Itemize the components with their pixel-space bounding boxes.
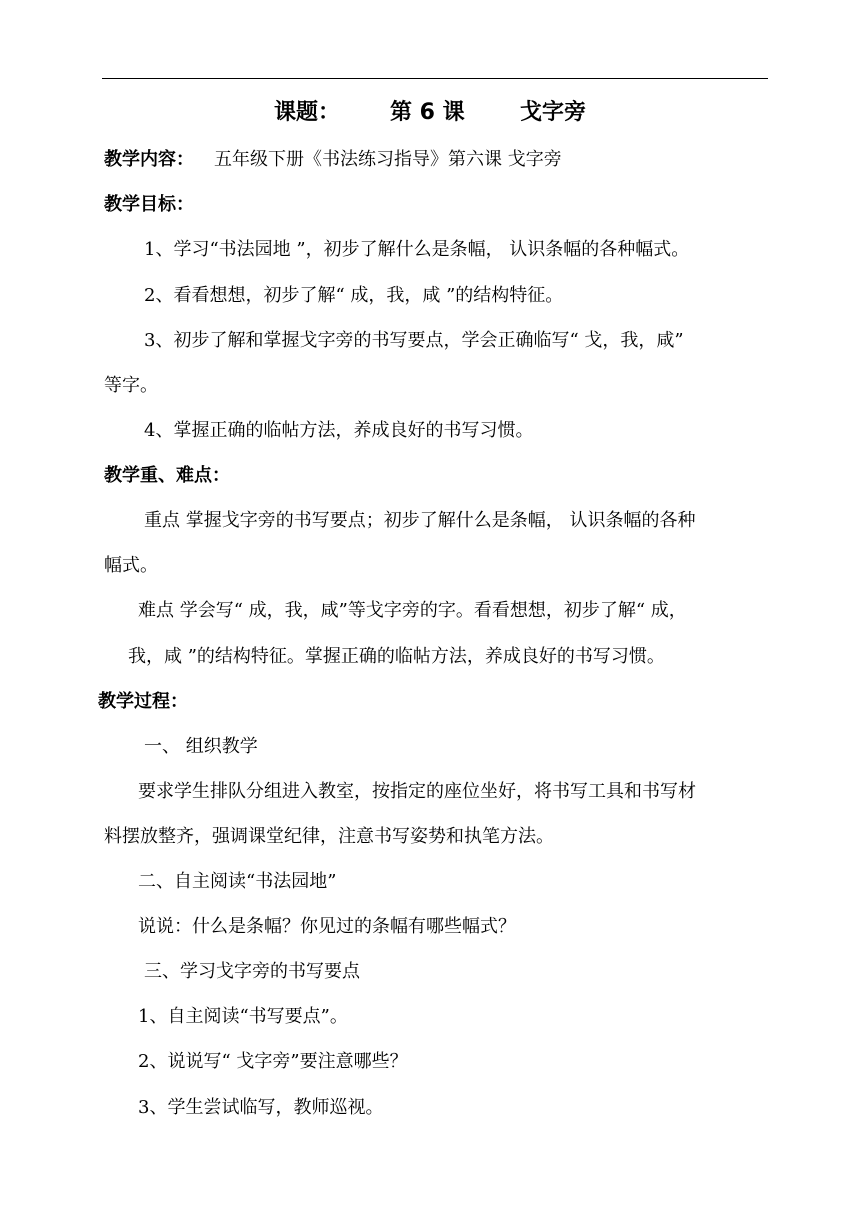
- process-text: 料摆放整齐，强调课堂纪律，注意书写姿势和执笔方法。: [104, 826, 554, 847]
- objective-item: 1、学习“书法园地 ”，初步了解什么是条幅， 认识条幅的各种幅式。: [144, 239, 690, 260]
- objective-item: 3、初步了解和掌握戈字旁的书写要点，学会正确临写“ 戈，我，咸”: [144, 330, 684, 351]
- process-substep: 1、自主阅读“书写要点”。: [138, 1006, 348, 1027]
- content-label: 教学内容：: [104, 149, 194, 170]
- difficulty-line: 我，咸 ”的结构特征。掌握正确的临帖方法，养成良好的书写习惯。: [128, 646, 665, 667]
- title-label: 课题：: [274, 100, 341, 125]
- difficulty-line: 难点 学会写“ 成，我，咸”等戈字旁的字。看看想想，初步了解“ 成，: [138, 600, 687, 621]
- header-rule: [102, 78, 768, 79]
- key-points-label: 教学重、难点：: [104, 465, 230, 486]
- objective-item-continued: 等字。: [104, 375, 158, 396]
- objectives-label: 教学目标：: [104, 194, 194, 215]
- content-text: 五年级下册《书法练习指导》第六课 戈字旁: [214, 149, 562, 170]
- process-step-heading: 一、 组织教学: [144, 736, 258, 757]
- objective-item: 4、掌握正确的临帖方法，养成良好的书写习惯。: [144, 420, 534, 441]
- process-label: 教学过程：: [98, 691, 188, 712]
- process-step-heading: 二、自主阅读“书法园地”: [138, 871, 337, 892]
- process-substep: 3、学生尝试临写，教师巡视。: [138, 1097, 384, 1118]
- process-text: 说说：什么是条幅？你见过的条幅有哪些幅式？: [138, 916, 516, 937]
- process-text: 要求学生排队分组进入教室，按指定的座位坐好，将书写工具和书写材: [138, 781, 696, 802]
- key-point-line: 幅式。: [104, 555, 158, 576]
- objective-item: 2、看看想想，初步了解“ 成，我，咸 ”的结构特征。: [144, 285, 564, 306]
- title-lesson: 第 6 课: [390, 100, 465, 125]
- key-point-line: 重点 掌握戈字旁的书写要点；初步了解什么是条幅， 认识条幅的各种: [144, 510, 696, 531]
- process-step-heading: 三、学习戈字旁的书写要点: [144, 961, 360, 982]
- process-substep: 2、说说写“ 戈字旁”要注意哪些？: [138, 1051, 408, 1072]
- title-topic: 戈字旁: [520, 100, 587, 125]
